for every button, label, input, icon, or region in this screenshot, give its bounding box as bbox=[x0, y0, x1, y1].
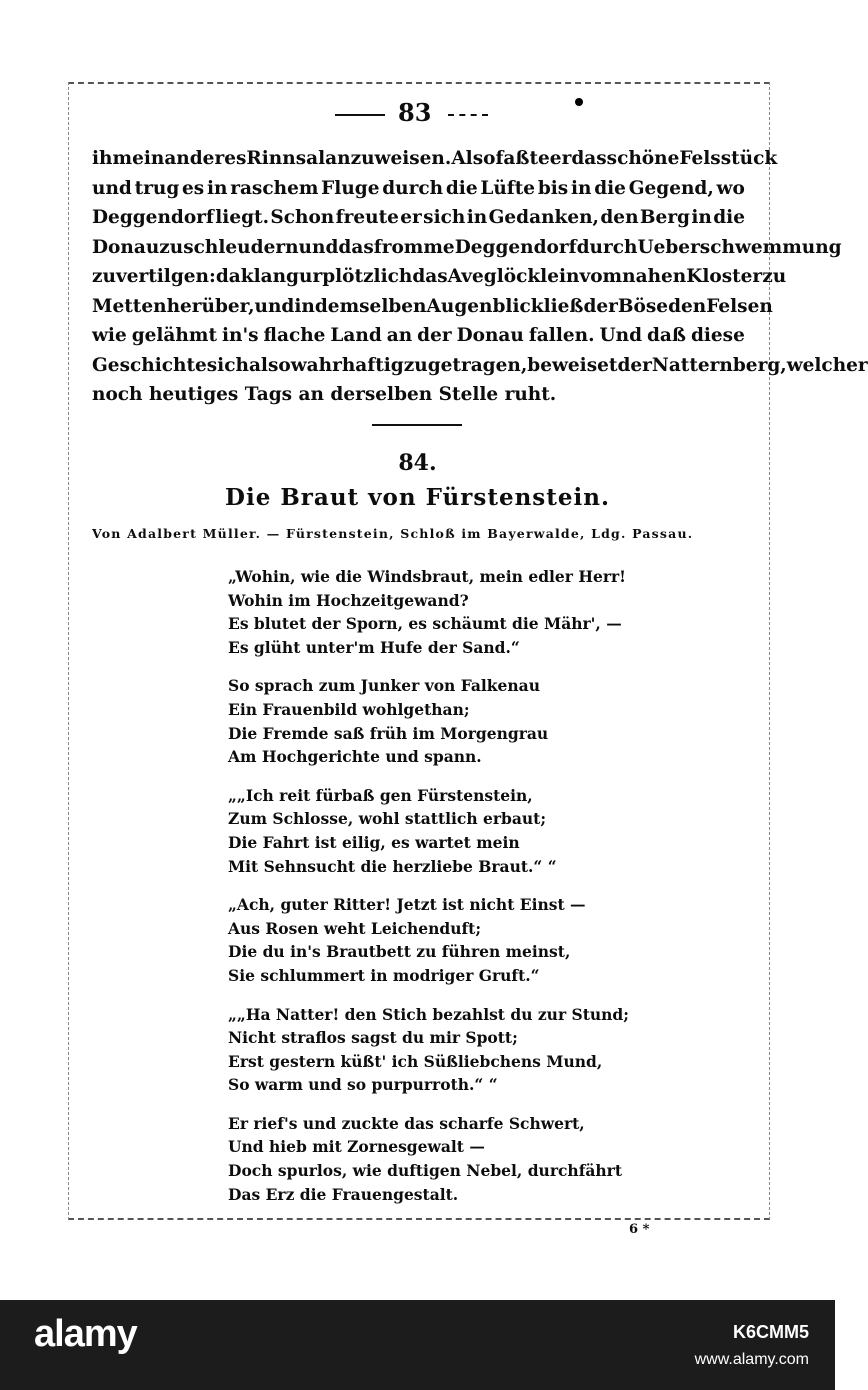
prose-word: Gegend, bbox=[628, 177, 714, 199]
poem-stanza bbox=[228, 893, 748, 987]
prose-word: Aveglöcklein bbox=[447, 266, 580, 287]
poem-verse: Am Hochgerichte und spann. bbox=[228, 747, 482, 767]
poem-verse: Doch spurlos, wie duftigen Nebel, durchfährt bbox=[228, 1161, 623, 1181]
poem-verse: Nicht straflos sagst du mir Spott; bbox=[228, 1028, 518, 1048]
prose-word: vom bbox=[579, 266, 623, 287]
prose-word: die bbox=[445, 177, 478, 199]
poem-verse: Sie schlummert in modriger Gruft.“ bbox=[228, 965, 540, 985]
prose-word: ließ bbox=[543, 295, 584, 317]
poem-verse: „„Ich reit fürbaß gen Fürstenstein, bbox=[228, 785, 533, 805]
prose-word: Gedanken, bbox=[488, 207, 599, 228]
poem-verse: Mit Sehnsucht die herzliebe Braut.“ “ bbox=[228, 856, 557, 876]
prose-word: und bbox=[92, 177, 132, 199]
prose-word: schöne bbox=[606, 148, 680, 169]
prose-word: herüber, bbox=[166, 295, 255, 317]
prose-word: Rinnsal bbox=[246, 148, 326, 169]
poem-stanza bbox=[228, 674, 748, 768]
prose-word: fromme bbox=[373, 236, 455, 258]
prose-word: raschem bbox=[230, 177, 319, 199]
poem-number: 84. bbox=[398, 450, 437, 476]
poem-stanza bbox=[228, 784, 748, 878]
prose-word: und bbox=[254, 295, 295, 317]
prose-word: sich bbox=[206, 354, 249, 376]
poem-verse: Wohin im Hochzeitgewand? bbox=[228, 590, 469, 610]
prose-word: an bbox=[386, 325, 413, 346]
prose-word: bis bbox=[537, 177, 569, 199]
prose-line bbox=[92, 203, 745, 233]
poem-verse: Das Erz die Frauengestalt. bbox=[228, 1184, 459, 1204]
prose-line bbox=[92, 233, 842, 263]
prose-word: flache bbox=[263, 325, 326, 346]
prose-line bbox=[92, 321, 745, 351]
prose-line bbox=[92, 174, 745, 204]
watermark-logo: alamy bbox=[34, 1313, 137, 1355]
prose-word: Geschichte bbox=[92, 354, 207, 376]
prose-word: zugetragen, bbox=[403, 354, 528, 376]
poem-title: Die Braut von Fürstenstein. bbox=[225, 484, 610, 511]
poem-verse: Ein Frauenbild wohlgethan; bbox=[228, 699, 470, 719]
prose-word: in bbox=[206, 177, 228, 199]
prose-word: in's bbox=[221, 325, 259, 346]
prose-word: durch bbox=[576, 236, 638, 258]
prose-word: Felsstück bbox=[679, 148, 778, 169]
prose-word: urplötzlich bbox=[299, 266, 413, 287]
prose-word: durch bbox=[382, 177, 444, 199]
prose-word: Fluge bbox=[321, 177, 380, 199]
prose-word: faßte bbox=[495, 148, 550, 169]
poem-verse: Erst gestern küßt' ich Süßliebchens Mund, bbox=[228, 1051, 603, 1071]
poem-verse: Die Fremde saß früh im Morgengrau bbox=[228, 723, 549, 743]
prose-word: Felsen bbox=[706, 295, 773, 317]
prose-word: anderes bbox=[164, 148, 247, 169]
poem-byline: Von Adalbert Müller. — Fürstenstein, Schloß im Bayerwalde, Ldg. Passau. bbox=[92, 526, 694, 541]
header-rule-left bbox=[335, 114, 385, 116]
watermark-url: www.alamy.com bbox=[694, 1351, 809, 1368]
prose-word: Und bbox=[599, 325, 643, 346]
prose-word: Augenblick bbox=[426, 295, 544, 317]
poem-body bbox=[228, 565, 748, 1206]
prose-word: der bbox=[417, 325, 452, 346]
prose-word: Lüfte bbox=[480, 177, 536, 199]
prose-word: da bbox=[215, 266, 241, 287]
prose-word: Deggendorf bbox=[454, 236, 577, 258]
prose-word: in bbox=[570, 177, 592, 199]
poem-verse: Und hieb mit Zornesgewalt — bbox=[228, 1137, 485, 1157]
prose-word: freute bbox=[335, 207, 399, 228]
poem-verse: Die du in's Brautbett zu führen meinst, bbox=[228, 942, 571, 962]
poem-verse: Es blutet der Sporn, es schäumt die Mähr', — bbox=[228, 614, 622, 634]
prose-word: wie bbox=[92, 325, 127, 346]
prose-word: und bbox=[298, 236, 339, 258]
prose-word: daß bbox=[646, 325, 686, 346]
prose-word: die bbox=[713, 207, 745, 228]
prose-word: in bbox=[691, 207, 712, 228]
poem-verse: Zum Schlosse, wohl stattlich erbaut; bbox=[228, 809, 547, 829]
prose-word: Böse bbox=[617, 295, 669, 317]
prose-word: liegt. bbox=[215, 207, 270, 228]
prose-word: also bbox=[248, 354, 291, 376]
prose-line bbox=[92, 292, 773, 322]
prose-word: Deggendorf bbox=[92, 207, 214, 228]
prose-word: der bbox=[617, 354, 652, 376]
prose-word: gelähmt bbox=[131, 325, 217, 346]
poem-verse: Die Fahrt ist eilig, es wartet mein bbox=[228, 832, 520, 852]
header-rule-right bbox=[448, 114, 488, 116]
prose-word: vertilgen: bbox=[115, 266, 216, 287]
prose-word: diese bbox=[690, 325, 745, 346]
page-number: 83 bbox=[398, 98, 432, 127]
prose-word: demselben bbox=[314, 295, 427, 317]
prose-word: in bbox=[466, 207, 488, 228]
prose-word: den bbox=[668, 295, 707, 317]
poem-verse: So sprach zum Junker von Falkenau bbox=[228, 676, 540, 696]
prose-word: die bbox=[594, 177, 626, 199]
prose-word: Berg bbox=[639, 207, 690, 228]
poem-verse: „Wohin, wie die Windsbraut, mein edler Herr! bbox=[228, 567, 626, 586]
prose-word: fallen. bbox=[528, 325, 595, 346]
poem-stanza bbox=[228, 565, 748, 659]
poem-verse: Es glüht unter'm Hufe der Sand.“ bbox=[228, 637, 520, 657]
prose-word: in bbox=[294, 295, 315, 317]
prose-word: Donau bbox=[92, 236, 160, 258]
prose-line bbox=[92, 262, 787, 292]
prose-word: schleudern bbox=[183, 236, 299, 258]
prose-word: anzuweisen. bbox=[325, 148, 452, 169]
prose-word: zu bbox=[762, 266, 787, 287]
prose-paragraph bbox=[92, 144, 868, 410]
prose-word: wahrhaftig bbox=[290, 354, 404, 376]
poem-verse: „„Ha Natter! den Stich bezahlst du zur Stund; bbox=[228, 1004, 629, 1024]
poem-stanza bbox=[228, 1112, 748, 1206]
prose-word: er bbox=[549, 148, 572, 169]
prose-word: sich bbox=[423, 207, 466, 228]
prose-word: zu bbox=[159, 236, 184, 258]
header-dot-mark bbox=[575, 98, 583, 106]
prose-word: den bbox=[600, 207, 639, 228]
poem-verse: Aus Rosen weht Leichenduft; bbox=[228, 918, 482, 938]
signature-mark: 6 * bbox=[629, 1222, 650, 1237]
watermark-image-id: K6CMM5 bbox=[732, 1322, 809, 1342]
poem-stanza bbox=[228, 1003, 748, 1097]
prose-line bbox=[92, 351, 868, 381]
prose-word: Ueberschwemmung bbox=[637, 236, 842, 258]
prose-line bbox=[92, 144, 778, 174]
poem-verse: „Ach, guter Ritter! Jetzt ist nicht Einst — bbox=[228, 895, 586, 915]
prose-word: Land bbox=[330, 325, 382, 346]
prose-word: Donau bbox=[456, 325, 524, 346]
prose-word: wo bbox=[716, 177, 745, 199]
section-separator bbox=[372, 424, 462, 426]
prose-word: er bbox=[400, 207, 422, 228]
poem-verse: Er rief's und zuckte das scharfe Schwert, bbox=[228, 1113, 585, 1133]
prose-word: nahen bbox=[622, 266, 687, 287]
prose-word: es bbox=[182, 177, 205, 199]
prose-word: Kloster bbox=[686, 266, 763, 287]
prose-word: trug bbox=[134, 177, 180, 199]
prose-word: noch heutiges Tags an derselben Stelle ruht. bbox=[92, 384, 557, 405]
prose-word: der bbox=[583, 295, 618, 317]
prose-word: das bbox=[338, 236, 374, 258]
prose-word: ein bbox=[132, 148, 165, 169]
prose-word: das bbox=[571, 148, 607, 169]
prose-word: zu bbox=[92, 266, 116, 287]
prose-word: klang bbox=[240, 266, 299, 287]
prose-word: das bbox=[412, 266, 448, 287]
prose-word: beweiset bbox=[527, 354, 618, 376]
page-header bbox=[0, 98, 835, 128]
prose-word: Natternberg, bbox=[651, 354, 787, 376]
prose-word: welcher bbox=[786, 354, 868, 376]
prose-line bbox=[92, 380, 745, 410]
prose-word: Also bbox=[451, 148, 496, 169]
prose-word: Metten bbox=[92, 295, 167, 317]
prose-word: ihm bbox=[92, 148, 133, 169]
prose-word: Schon bbox=[270, 207, 335, 228]
poem-verse: So warm und so purpurroth.“ “ bbox=[228, 1075, 498, 1095]
